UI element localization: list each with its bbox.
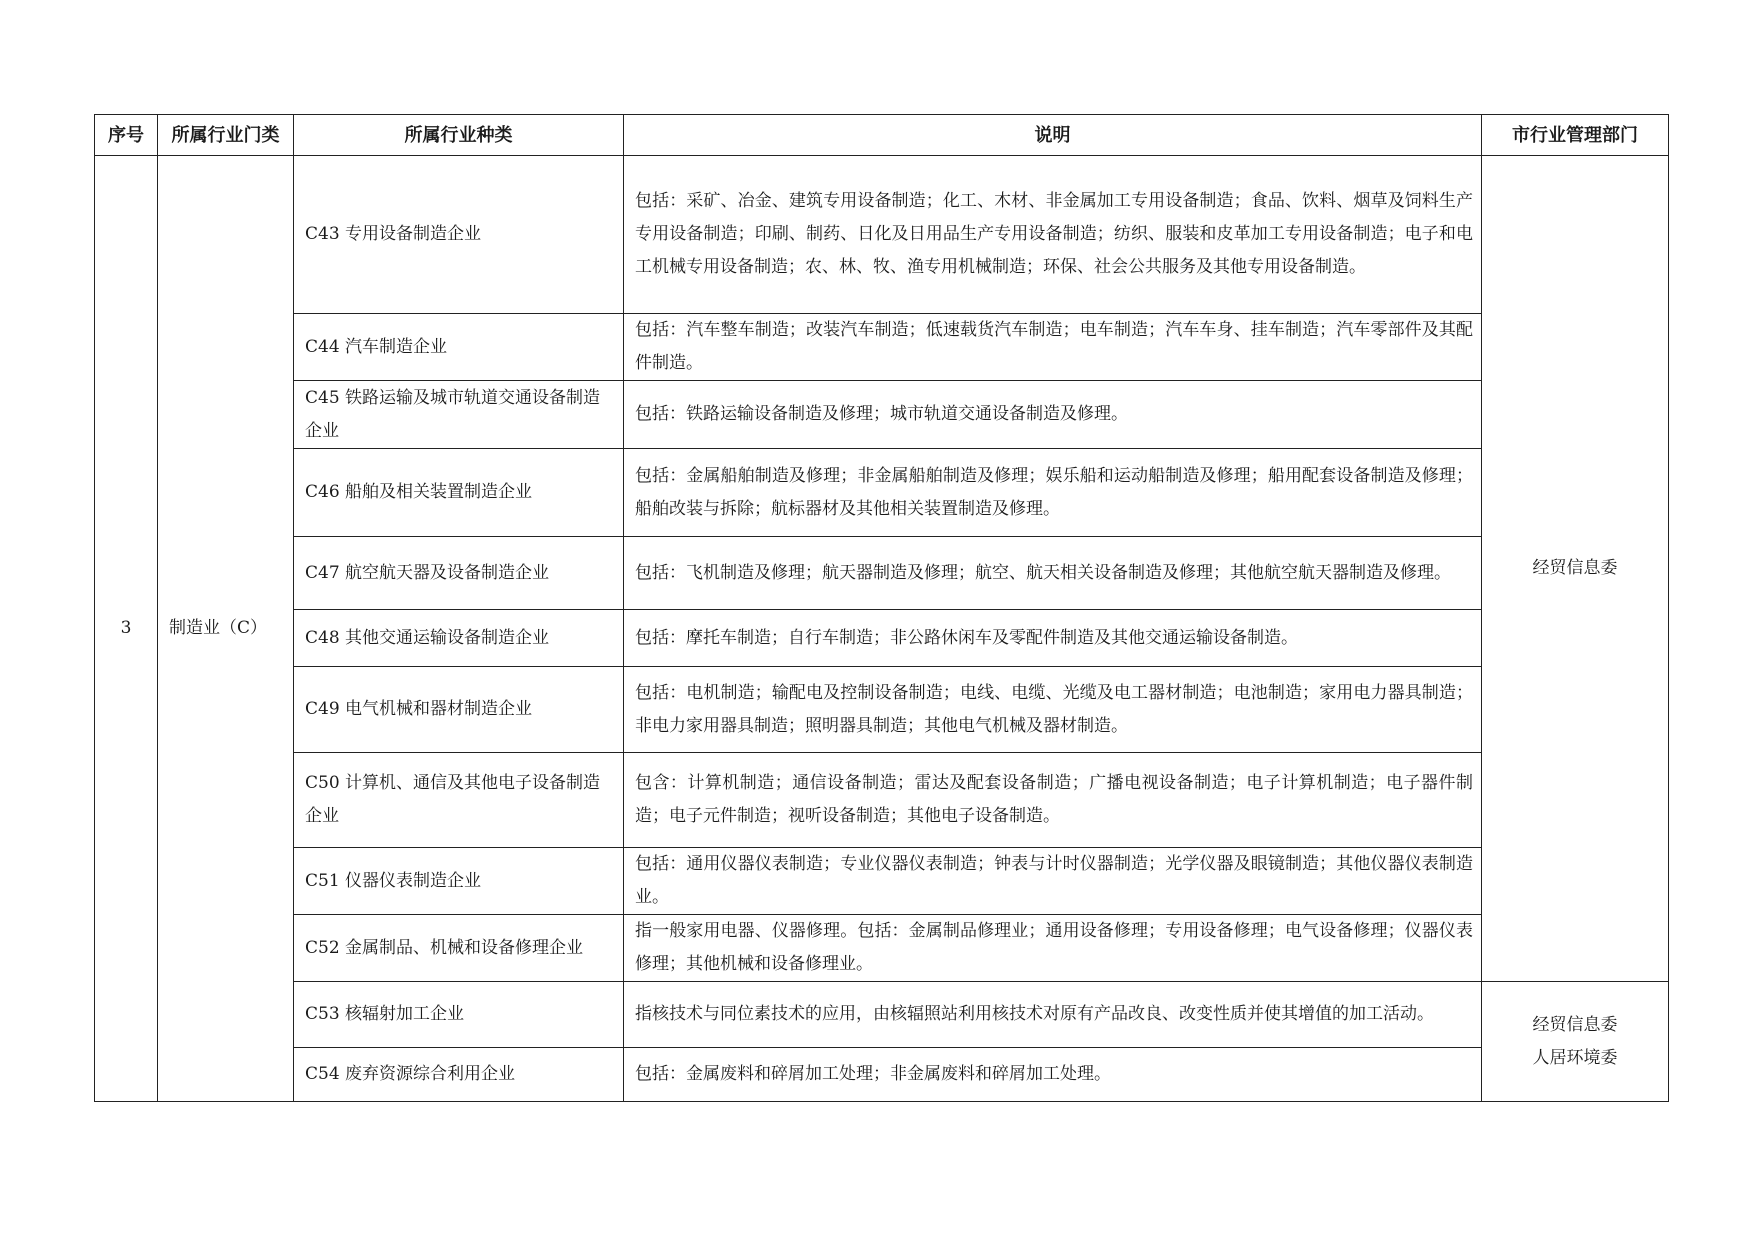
table-row xyxy=(95,667,1669,753)
table-row xyxy=(95,449,1669,537)
row-kind: C54 废弃资源综合利用企业 xyxy=(294,1048,624,1102)
header-index: 序号 xyxy=(95,115,158,156)
table-row xyxy=(95,753,1669,848)
header-category: 所属行业门类 xyxy=(158,115,294,156)
table-row xyxy=(95,381,1669,449)
row-kind: C48 其他交通运输设备制造企业 xyxy=(294,610,624,667)
table-row xyxy=(95,537,1669,610)
row-kind: C52 金属制品、机械和设备修理企业 xyxy=(294,915,624,982)
group-category: 制造业（C） xyxy=(158,156,294,1102)
row-description: 指核技术与同位素技术的应用，由核辐照站利用核技术对原有产品改良、改变性质并使其增值的加工活动。 xyxy=(624,982,1482,1048)
row-kind: C53 核辐射加工企业 xyxy=(294,982,624,1048)
row-description: 指一般家用电器、仪器修理。包括：金属制品修理业；通用设备修理；专用设备修理；电气设备修理；仪器仪表修理；其他机械和设备修理业。 xyxy=(624,915,1482,982)
department-joint xyxy=(1482,982,1669,1102)
row-description: 包括：汽车整车制造；改装汽车制造；低速载货汽车制造；电车制造；汽车车身、挂车制造；汽车零部件及其配件制造。 xyxy=(624,314,1482,381)
row-description: 包括：通用仪器仪表制造；专业仪器仪表制造；钟表与计时仪器制造；光学仪器及眼镜制造；其他仪器仪表制造业。 xyxy=(624,848,1482,915)
row-description: 包括：采矿、冶金、建筑专用设备制造；化工、木材、非金属加工专用设备制造；食品、饮料、烟草及饲料生产专用设备制造；印刷、制药、日化及日用品生产专用设备制造；纺织、服装和皮革加工专用设备制造；电子和电工机械专用设备制造；农、林、牧、渔专用机械制造；环保、社会公共服务及其他专用设备制造。 xyxy=(624,156,1482,314)
row-kind: C46 船舶及相关装置制造企业 xyxy=(294,449,624,537)
row-kind: C45 铁路运输及城市轨道交通设备制造企业 xyxy=(294,381,624,449)
row-description: 包括：飞机制造及修理；航天器制造及修理；航空、航天相关设备制造及修理；其他航空航天器制造及修理。 xyxy=(624,537,1482,610)
department-joint-line: 人居环境委 xyxy=(1532,1047,1618,1068)
row-description: 包括：摩托车制造；自行车制造；非公路休闲车及零配件制造及其他交通运输设备制造。 xyxy=(624,610,1482,667)
row-description: 包括：金属废料和碎屑加工处理；非金属废料和碎屑加工处理。 xyxy=(624,1048,1482,1102)
row-description: 包括：金属船舶制造及修理；非金属船舶制造及修理；娱乐船和运动船制造及修理；船用配套设备制造及修理；船舶改装与拆除；航标器材及其他相关装置制造及修理。 xyxy=(624,449,1482,537)
row-description: 包括：电机制造；输配电及控制设备制造；电线、电缆、光缆及电工器材制造；电池制造；家用电力器具制造；非电力家用器具制造；照明器具制造；其他电气机械及器材制造。 xyxy=(624,667,1482,753)
row-description: 包括：铁路运输设备制造及修理；城市轨道交通设备制造及修理。 xyxy=(624,381,1482,449)
table-row xyxy=(95,915,1669,982)
row-kind: C49 电气机械和器材制造企业 xyxy=(294,667,624,753)
header-row xyxy=(95,115,1669,156)
row-description: 包含：计算机制造；通信设备制造；雷达及配套设备制造；广播电视设备制造；电子计算机制造；电子器件制造；电子元件制造；视听设备制造；其他电子设备制造。 xyxy=(624,753,1482,848)
header-kind: 所属行业种类 xyxy=(294,115,624,156)
table-row xyxy=(95,1048,1669,1102)
row-kind: C47 航空航天器及设备制造企业 xyxy=(294,537,624,610)
header-description: 说明 xyxy=(624,115,1482,156)
row-kind: C51 仪器仪表制造企业 xyxy=(294,848,624,915)
table-row xyxy=(95,848,1669,915)
table-row xyxy=(95,982,1669,1048)
department-main: 经贸信息委 xyxy=(1482,156,1669,982)
row-kind: C43 专用设备制造企业 xyxy=(294,156,624,314)
row-kind: C44 汽车制造企业 xyxy=(294,314,624,381)
row-kind: C50 计算机、通信及其他电子设备制造企业 xyxy=(294,753,624,848)
table-row xyxy=(95,610,1669,667)
group-index: 3 xyxy=(95,156,158,1102)
table-row xyxy=(95,314,1669,381)
department-joint-line: 经贸信息委 xyxy=(1532,1014,1618,1035)
industry-table xyxy=(94,114,1669,1102)
table-row xyxy=(95,156,1669,314)
header-department: 市行业管理部门 xyxy=(1482,115,1669,156)
